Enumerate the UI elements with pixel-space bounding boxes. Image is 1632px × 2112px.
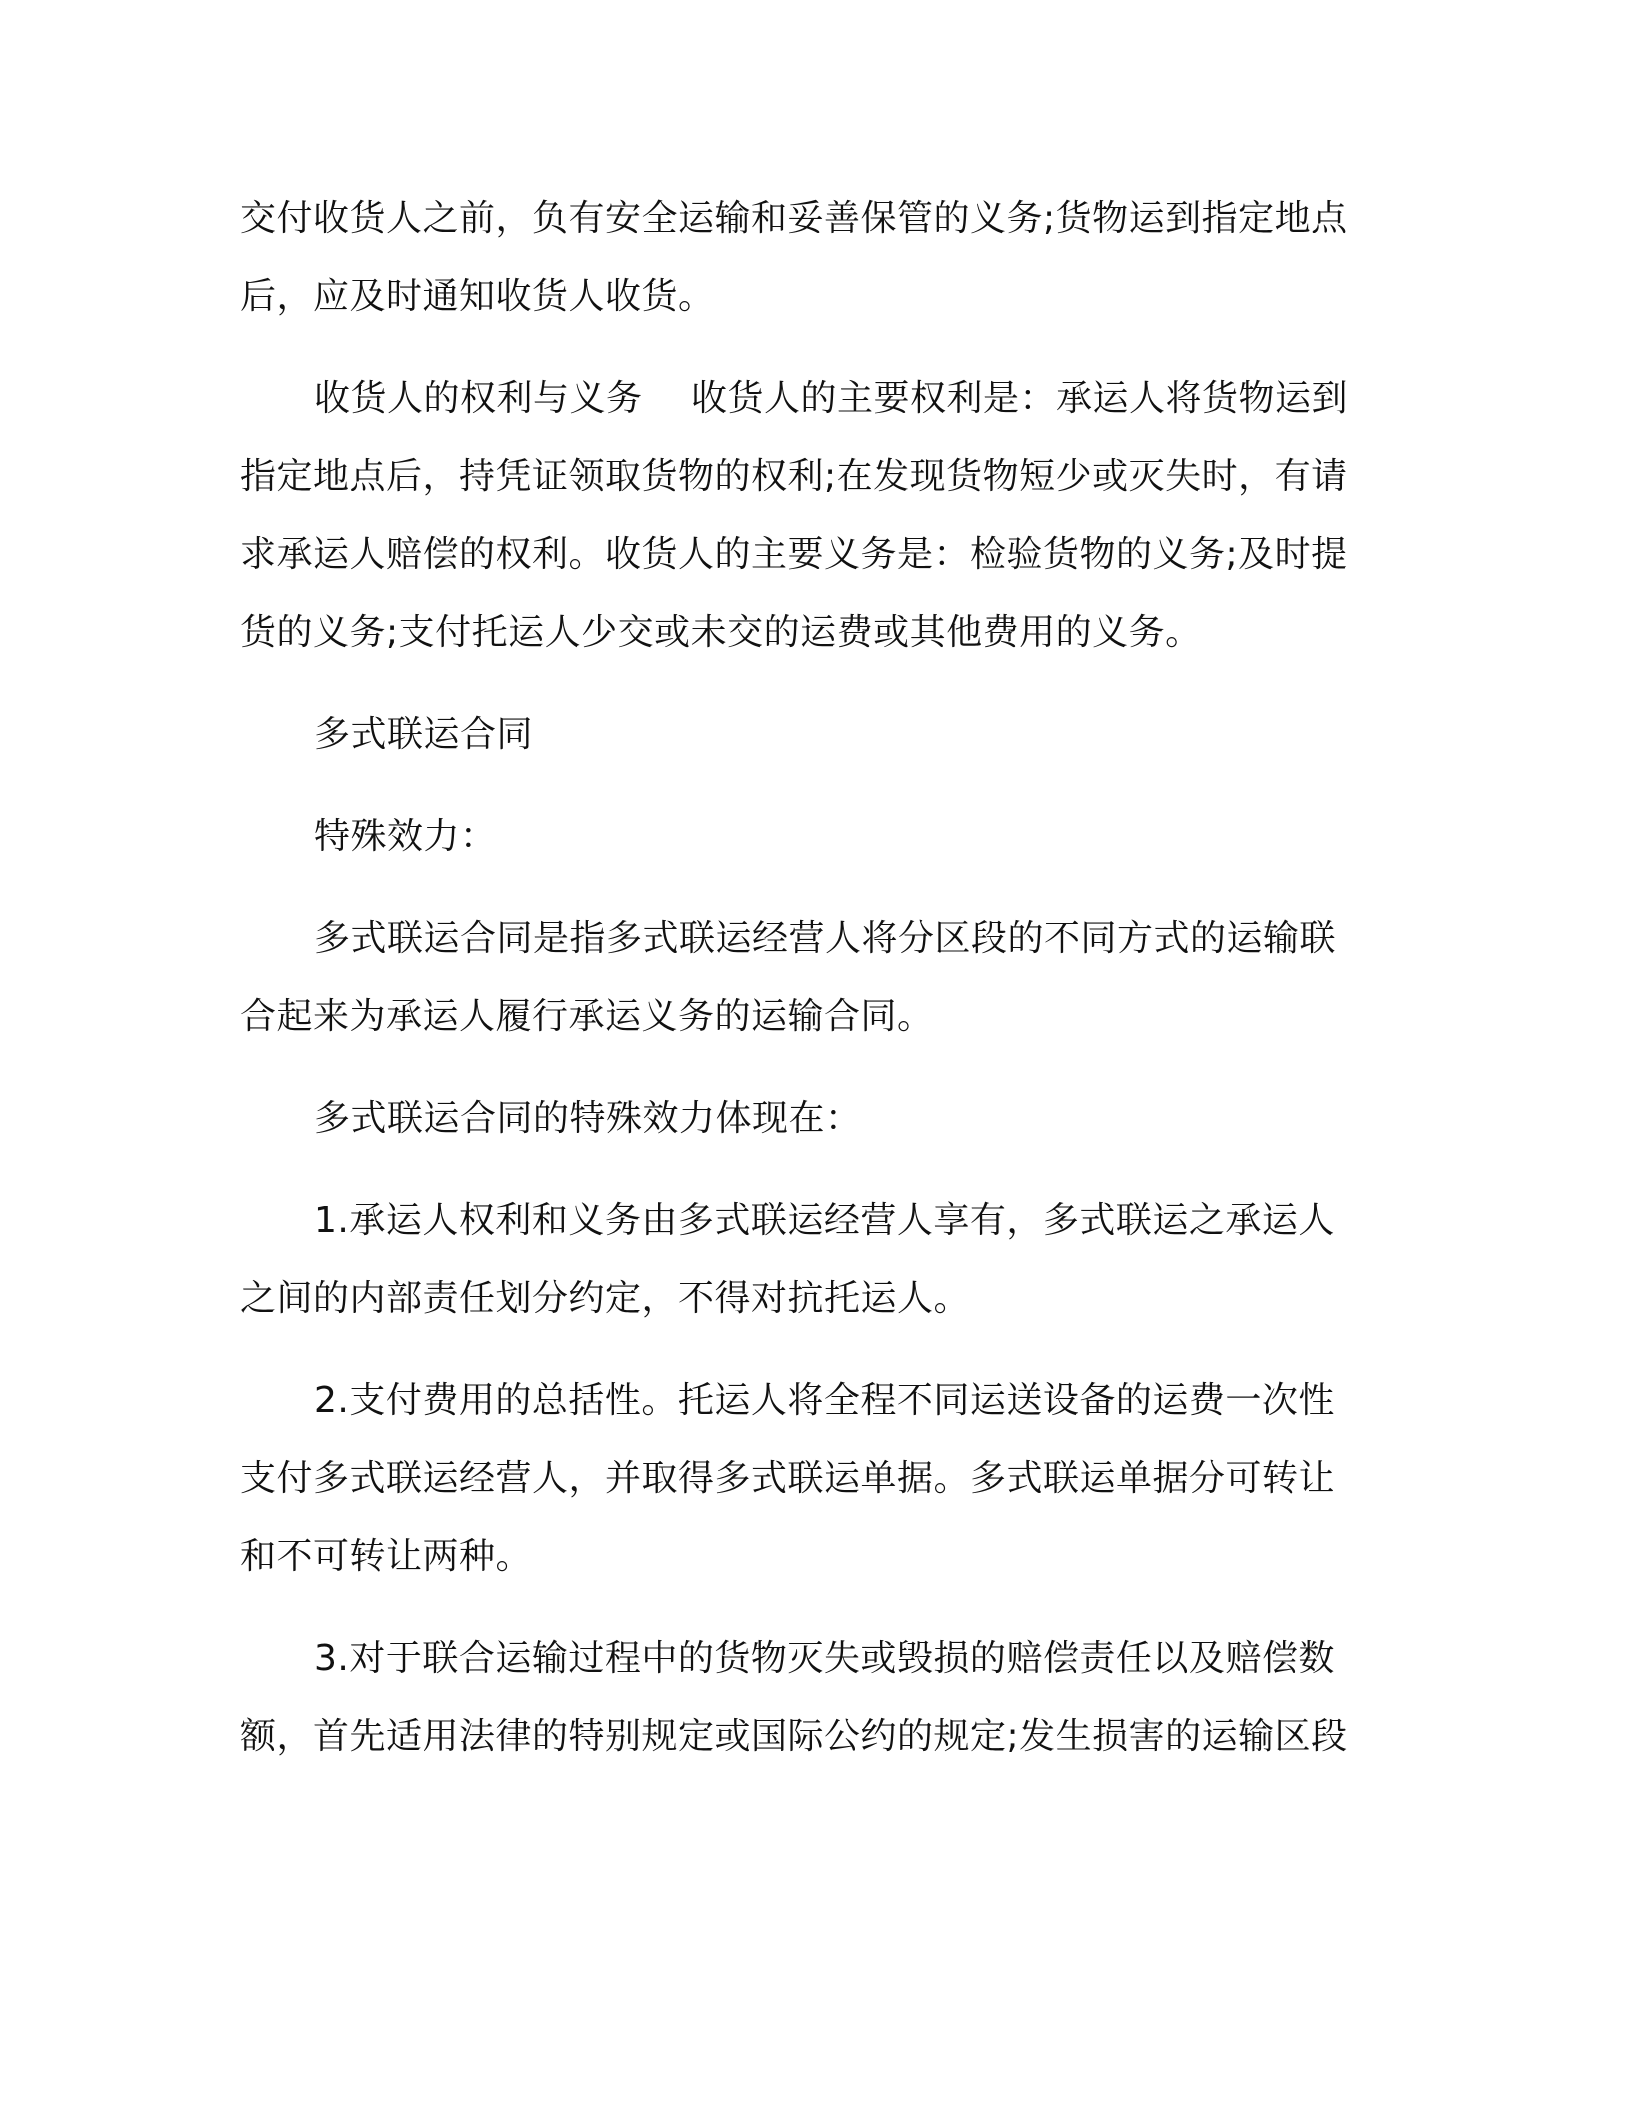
- list-item-1: 1.承运人权利和义务由多式联运经营人享有，多式联运之承运人之间的内部责任划分约定，不得对抗托运人。: [240, 1200, 1335, 1319]
- list-item-2: 2.支付费用的总括性。托运人将全程不同运送设备的运费一次性支付多式联运经营人，并取得多式联运单据。多式联运单据分可转让和不可转让两种。: [240, 1380, 1336, 1577]
- paragraph-delivery-obligation: 交付收货人之前，负有安全运输和妥善保管的义务;货物运到指定地点后，应及时通知收货人收货。: [240, 198, 1348, 317]
- document-page: [240, 180, 1370, 1800]
- paragraph-consignee-rights: 收货人的权利与义务 收货人的主要权利是：承运人将货物运到指定地点后，持凭证领取货物的权利;在发现货物短少或灭失时，有请求承运人赔偿的权利。收货人的主要义务是：检验货物的义务;及时提货的义务;支付托运人少交或未交的运费或其他费用的义务。: [240, 378, 1348, 653]
- paragraph-effect-intro: 多式联运合同的特殊效力体现在：: [314, 1098, 862, 1139]
- subheading-special-effect: 特殊效力：: [314, 816, 497, 857]
- section-heading-multimodal: 多式联运合同: [314, 714, 534, 755]
- list-item-3: 3.对于联合运输过程中的货物灭失或毁损的赔偿责任以及赔偿数额，首先适用法律的特别规定或国际公约的规定;发生损害的运输区段: [240, 1638, 1348, 1757]
- paragraph-multimodal-definition: 多式联运合同是指多式联运经营人将分区段的不同方式的运输联合起来为承运人履行承运义务的运输合同。: [240, 918, 1337, 1037]
